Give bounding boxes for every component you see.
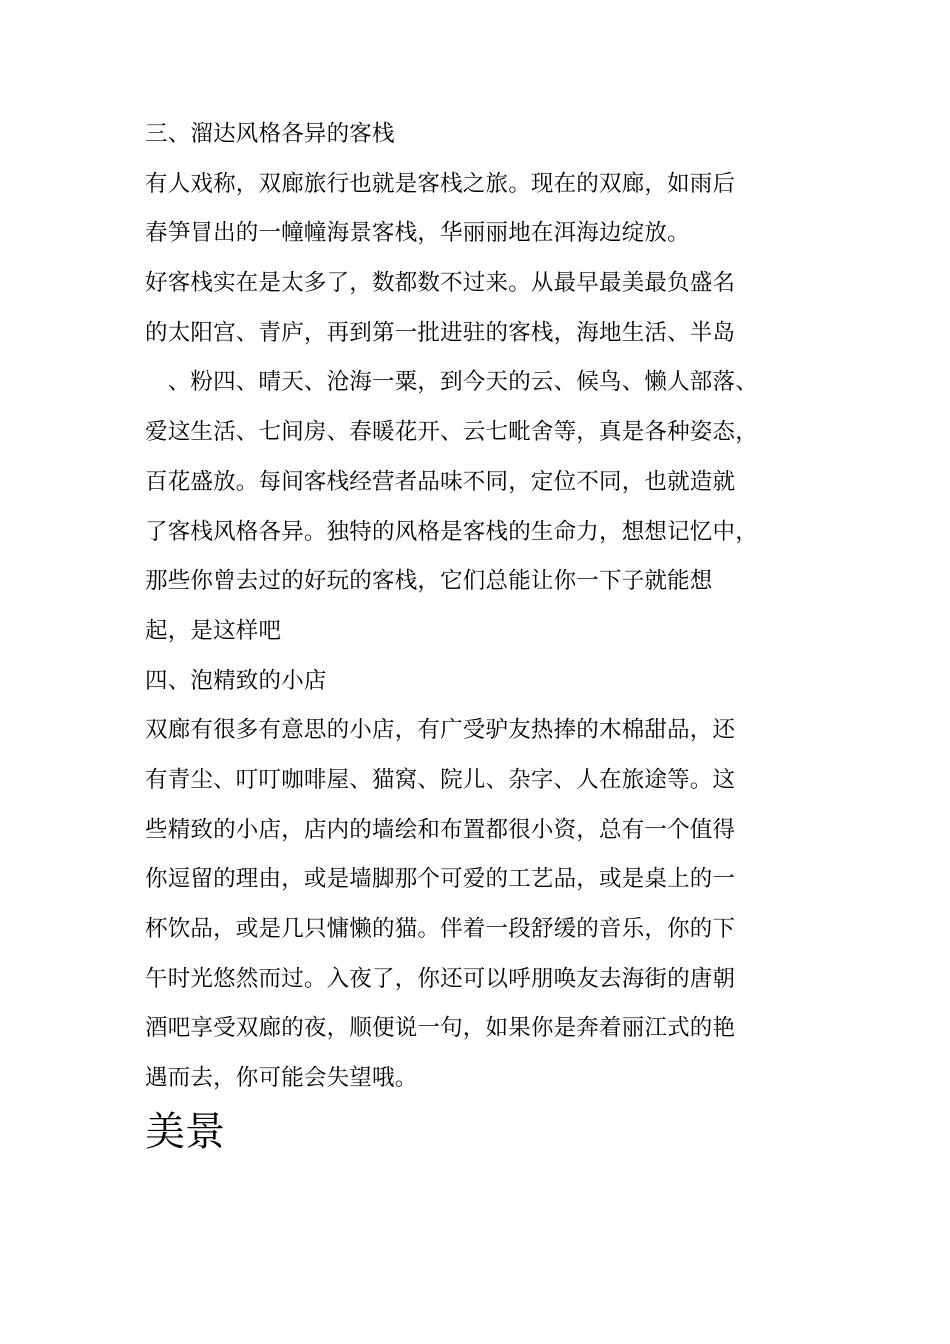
paragraph-line: 百花盛放。每间客栈经营者品味不同，定位不同，也就造就 [145, 468, 736, 495]
paragraph-line: 酒吧享受双廊的夜，顺便说一句，如果你是奔着丽江式的艳 [145, 1015, 736, 1042]
paragraph-line: 双廊有很多有意思的小店，有广受驴友热捧的木棉甜品，还 [145, 717, 736, 744]
paragraph-line: 了客栈风格各异。独特的风格是客栈的生命力，想想记忆中， [145, 518, 758, 545]
section-heading-4: 四、泡精致的小店 [145, 667, 327, 694]
large-heading: 美景 [145, 1108, 225, 1155]
paragraph-line: 起，是这样吧 [145, 617, 282, 644]
paragraph-line: 遇而去，你可能会失望哦。 [145, 1065, 418, 1092]
section-heading-3: 三、溜达风格各异的客栈 [145, 121, 395, 147]
paragraph-line: 有人戏称，双廊旅行也就是客栈之旅。现在的双廊，如雨后 [145, 170, 736, 197]
paragraph-line: 杯饮品，或是几只慵懒的猫。伴着一段舒缓的音乐，你的下 [145, 916, 736, 942]
paragraph-line: 那些你曾去过的好玩的客栈，它们总能让你一下子就能想 [145, 568, 713, 595]
paragraph-line: 些精致的小店，店内的墙绘和布置都很小资，总有一个值得 [145, 816, 736, 843]
paragraph-line: 、粉四、晴天、沧海一粟，到今天的云、候鸟、懒人部落、 [145, 369, 758, 396]
document-body [145, 110, 815, 1160]
paragraph-line: 爱这生活、七间房、春暖花开、云七毗舍等，真是各种姿态， [145, 419, 758, 446]
paragraph-line: 午时光悠然而过。入夜了，你还可以呼朋唤友去海街的唐朝 [145, 965, 736, 992]
paragraph-line: 有青尘、叮叮咖啡屋、猫窝、院儿、杂字、人在旅途等。这 [145, 766, 736, 793]
paragraph-line: 的太阳宫、青庐，再到第一批进驻的客栈，海地生活、半岛 [145, 319, 736, 346]
paragraph-line: 春笋冒出的一幢幢海景客栈，华丽丽地在洱海边绽放。 [145, 220, 690, 247]
paragraph-line: 好客栈实在是太多了，数都数不过来。从最早最美最负盛名 [145, 270, 736, 297]
paragraph-line: 你逗留的理由，或是墙脚那个可爱的工艺品，或是桌上的一 [145, 866, 736, 893]
